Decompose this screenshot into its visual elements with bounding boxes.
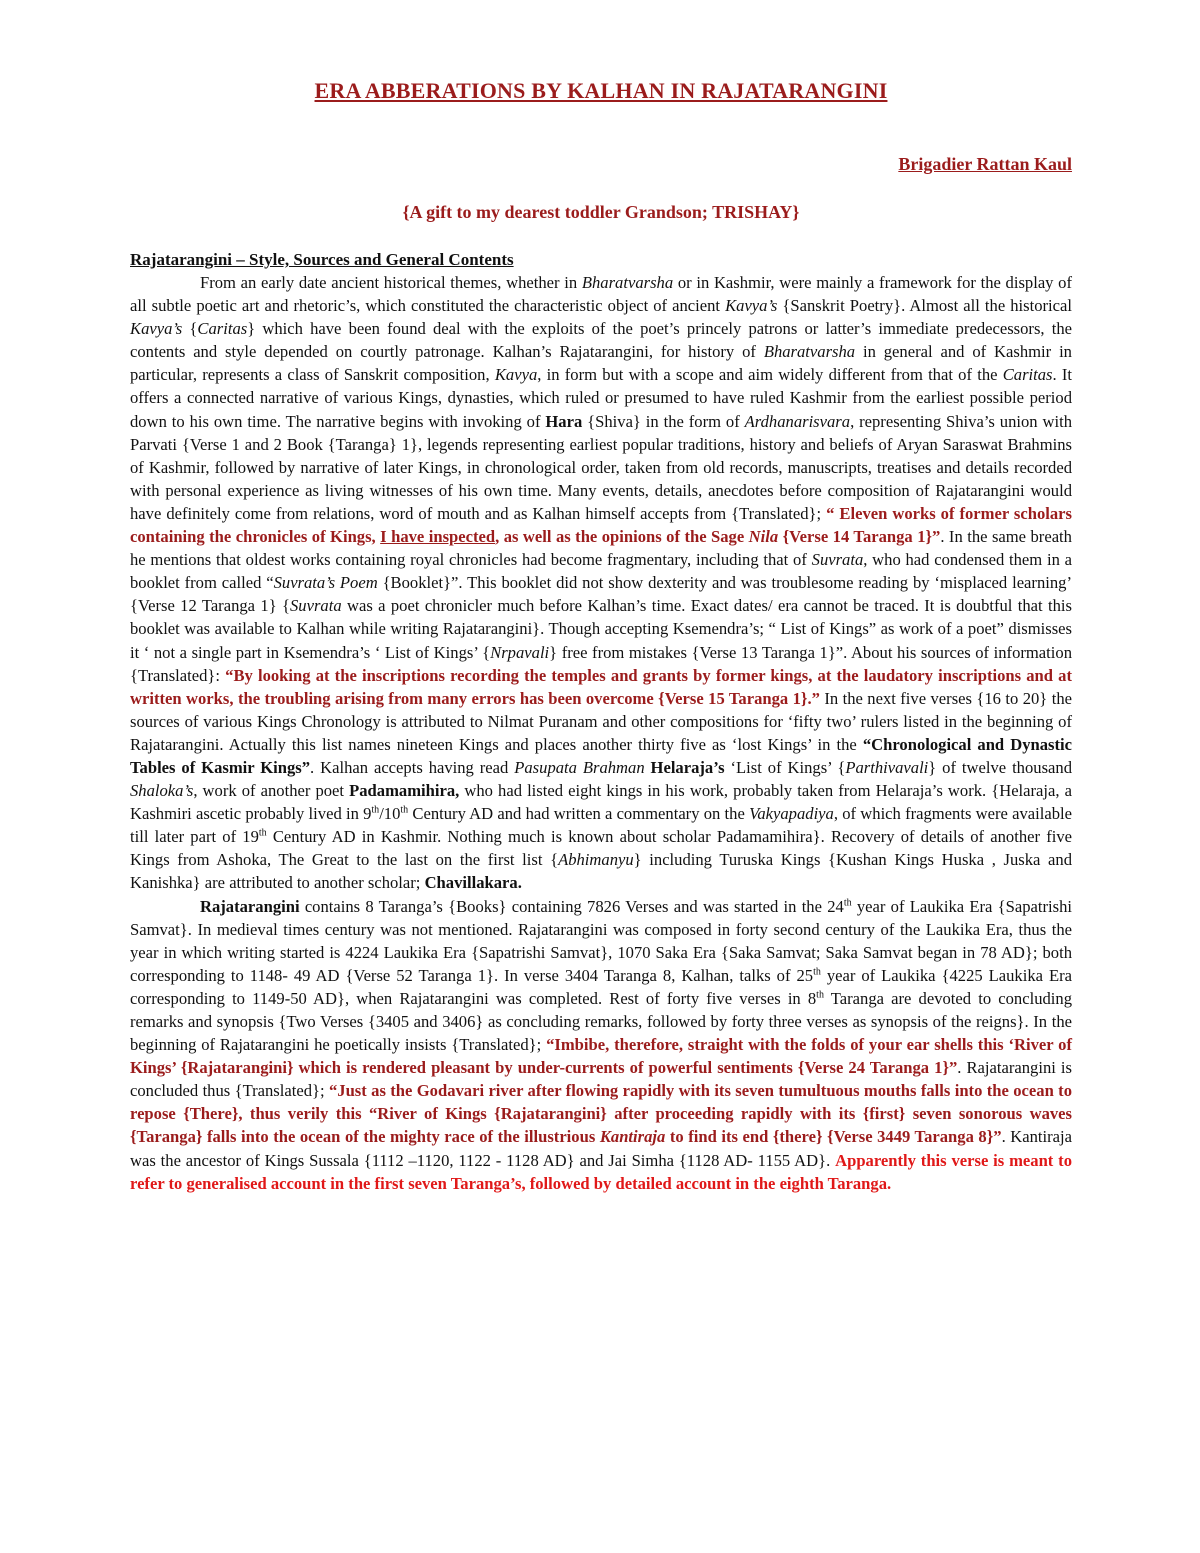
document-page xyxy=(130,78,1072,1195)
text-run: In the next five verses {16 to 20} the sources of various Kings Chronology is attributed to Nilmat Puranam and other compositions for ‘fifty two’ rulers listed in the beginning of Rajatarangini. Actually this list names nineteen Kings and places another thirty five as ‘lost Kings’ in the xyxy=(130,688,1072,754)
text-run: Nrpavali xyxy=(490,642,550,662)
text-run: . It offers a connected narrative of various Kings, dynasties, which ruled or presumed to have ruled Kashmir from the earliest possible period down to his own time. The narrative begins with invoking of xyxy=(130,365,1073,431)
text-run: Caritas xyxy=(1002,365,1053,385)
text-run: , of which fragments were available till later part of 19 xyxy=(130,804,1072,847)
superscript: th xyxy=(258,827,267,839)
text-run: From an early date ancient historical themes, whether in xyxy=(200,273,582,292)
document-title: ERA ABBERATIONS BY KALHAN IN RAJATARANGINI xyxy=(314,78,888,103)
text-run: , work of another poet xyxy=(193,781,350,801)
text-run: Shaloka’s xyxy=(130,781,194,801)
text-run: year of Laukika Era {Sapatrishi Samvat}. In medieval times century was not mentioned. Rajatarangini was composed in forty second century of the Laukika Era, thus the year in which writing started is 4224 Laukika Era {Sapatrishi Samvat}, 1070 Saka Era {Saka Samvat; Saka Samvat began in 78 AD}; both corresponding to 1148- 49 AD {Verse 52 Taranga 1}. In verse 3404 Taranga 8, Kalhan, talks of 25 xyxy=(130,896,1072,985)
text-run: Chavillakara. xyxy=(424,873,522,893)
text-run: “Chronological and Dynastic Tables of Kasmir Kings” xyxy=(130,734,1072,777)
superscript: th xyxy=(400,804,409,816)
quote-text: “Imbibe, therefore, straight with the folds of your ear shells this ‘River of Kings’ {Rajatarangini} which is rendered pleasant by under-currents of powerful sentiments {Verse 24 Taranga 1}” xyxy=(130,1035,1072,1078)
quote-text: “By looking at the inscriptions recording the temples and grants by former kings, at the laudatory inscriptions and at written works, the troubling arising from many errors has been overcome {Verse 15 Taranga 1}.” xyxy=(130,665,1072,708)
text-run: year of Laukika {4225 Laukika Era corresponding to 1149-50 AD}, when Rajatarangini was completed. Rest of forty five verses in 8 xyxy=(130,965,1073,1008)
quote-text: Kantiraja xyxy=(599,1127,666,1147)
quote-text: Nila xyxy=(748,527,779,547)
quote-text: “Just as the Godavari river after flowing rapidly with its seven tumultuous mouths falls into the ocean to repose {There}, thus verily this “River of Kings {Rajatarangini} after proceeding rapidly with its {first} seven sonorous waves {Taranga} falls into the ocean of the mighty race of the illustrious xyxy=(130,1081,1072,1147)
author-name: Brigadier Rattan Kaul xyxy=(898,154,1072,174)
dedication: {A gift to my dearest toddler Grandson; TRISHAY} xyxy=(402,202,800,222)
text-run: Ardhanarisvara xyxy=(744,411,851,431)
superscript: th xyxy=(371,804,380,816)
text-run: Pasupata Brahman xyxy=(514,757,645,777)
quote-text: , as well as the opinions of the Sage xyxy=(495,527,749,547)
text-run: Taranga are devoted to concluding remarks and synopsis {Two Verses {3405 and 3406} as concluding remarks, followed by forty three verses as synopsis of the reigns}. In the beginning of Rajatarangini he poetically insists {Translated}; xyxy=(130,988,1072,1055)
text-run: Parthivavali xyxy=(845,757,929,777)
paragraph-1 xyxy=(130,271,1072,895)
text-run: {Shiva} in the form of xyxy=(582,411,745,431)
text-run: , who had condensed them in a booklet from called “ xyxy=(130,550,1072,593)
text-run: Rajatarangini xyxy=(200,896,300,916)
quote-text: to find its end {there} {Verse 3449 Taranga 8}” xyxy=(665,1127,1002,1147)
text-run: Century AD and had written a commentary on the xyxy=(408,804,750,824)
text-run: Kavya’s xyxy=(130,319,183,339)
text-run: . Rajatarangini is concluded thus {Translated}; xyxy=(130,1058,1072,1101)
text-run: } free from mistakes {Verse 13 Taranga 1}”. About his sources of information {Translated}: xyxy=(130,642,1072,685)
text-run: {Sanskrit Poetry}. Almost all the historical xyxy=(777,296,1072,316)
quote-text: “ Eleven works of former scholars containing the chronicles of Kings, xyxy=(130,503,1072,547)
text-run: /10 xyxy=(379,804,401,824)
text-run: Abhimanyu xyxy=(558,850,634,870)
text-run: contains 8 Taranga’s {Books} containing 7826 Verses and was started in the 24 xyxy=(299,896,844,916)
section-heading: Rajatarangini – Style, Sources and General Contents xyxy=(130,250,514,269)
text-run: . In the same breath he mentions that oldest works containing royal chronicles had become fragmentary, including that of xyxy=(130,527,1072,570)
text-run: or in Kashmir, were mainly a framework for the display of all subtle poetic art and rhetoric’s, which constituted the characteristic object of ancient xyxy=(130,273,1073,316)
superscript: th xyxy=(843,897,852,908)
paragraph-2 xyxy=(130,895,1072,1195)
text-run: Vakyapadiya xyxy=(749,804,834,824)
quote-text: I have inspected xyxy=(380,527,496,547)
highlighted-text: Apparently this verse is meant to refer to generalised account in the first seven Taranga’s, followed by detailed account in the eighth Taranga. xyxy=(130,1150,1073,1193)
text-run: Kavya’s xyxy=(725,296,778,316)
text-run: Padamamihira, xyxy=(349,781,460,801)
superscript: th xyxy=(816,989,824,1001)
text-run: in general and of Kashmir in particular, represents a class of Sanskrit composition, xyxy=(130,342,1072,385)
text-run: Bharatvarsha xyxy=(581,273,674,292)
text-run: Suvrata xyxy=(811,550,864,570)
text-run: , in form but with a scope and aim widely different from that of the xyxy=(537,365,1003,385)
text-run: } of twelve thousand xyxy=(928,757,1072,777)
text-run: Suvrata’s Poem xyxy=(273,573,378,593)
text-run: } including Turuska Kings {Kushan Kings Huska , Juska and Kanishka} are attributed to another scholar; xyxy=(130,850,1073,893)
text-run: Helaraja’s xyxy=(650,757,725,777)
text-run: . Kantiraja was the ancestor of Kings Sussala {1112 –1120, 1122 - 1128 AD} and Jai Simha {1128 AD- 1155 AD}. xyxy=(130,1127,1072,1170)
text-run: { xyxy=(182,319,198,339)
text-run: Suvrata xyxy=(290,596,342,616)
text-run: Hara xyxy=(545,411,583,431)
text-run: Caritas xyxy=(197,319,248,339)
superscript: th xyxy=(813,966,821,978)
text-run: who had listed eight kings in his work, probably taken from Helaraja’s work. {Helaraja, a Kashmiri ascetic probably lived in 9 xyxy=(130,781,1072,824)
text-run: was a poet chronicler much before Kalhan’s time. Exact dates/ era cannot be traced. It is doubtful that this booklet was available to Kalhan while writing Rajatarangini}. Though accepting Ksemendra’s; “ List of Kings” as work of a poet” dismisses it ‘ not a single part in Ksemendra’s ‘ List of Kings’ { xyxy=(130,596,1072,662)
text-run: {Booklet}”. This booklet did not show dexterity and was troublesome reading by ‘misplaced learning’ {Verse 12 Taranga 1} { xyxy=(130,573,1072,616)
text-run: . Kalhan accepts having read xyxy=(310,757,515,777)
text-run: Bharatvarsha xyxy=(763,342,856,362)
text-run: Century AD in Kashmir. Nothing much is known about scholar Padamamihira}. Recovery of details of another five Kings from Ashoka, The Great to the last on the first list { xyxy=(130,827,1072,870)
text-run: } which have been found deal with the exploits of the poet’s princely patrons or latter’s immediate predecessors, the contents and style depended on courtly patronage. Kalhan’s Rajatarangini, for history of xyxy=(130,319,1073,362)
quote-text: {Verse 14 Taranga 1}” xyxy=(778,527,941,547)
text-run: Kavya xyxy=(494,365,538,385)
text-run: , representing Shiva’s union with Parvati {Verse 1 and 2 Book {Taranga} 1}, legends representing earliest popular traditions, history and beliefs of Aryan Saraswat Brahmins of Kashmir, followed by narrative of later Kings, in chronological order, taken from old records, manuscripts, treatises and details recorded with personal experience as living witnesses of his own time. Many events, details, anecdotes before composition of Rajatarangini would have definitely come from relations, word of mouth and as Kalhan himself accepts from {Translated}; xyxy=(130,411,1072,523)
text-run: ‘List of Kings’ { xyxy=(724,757,846,777)
